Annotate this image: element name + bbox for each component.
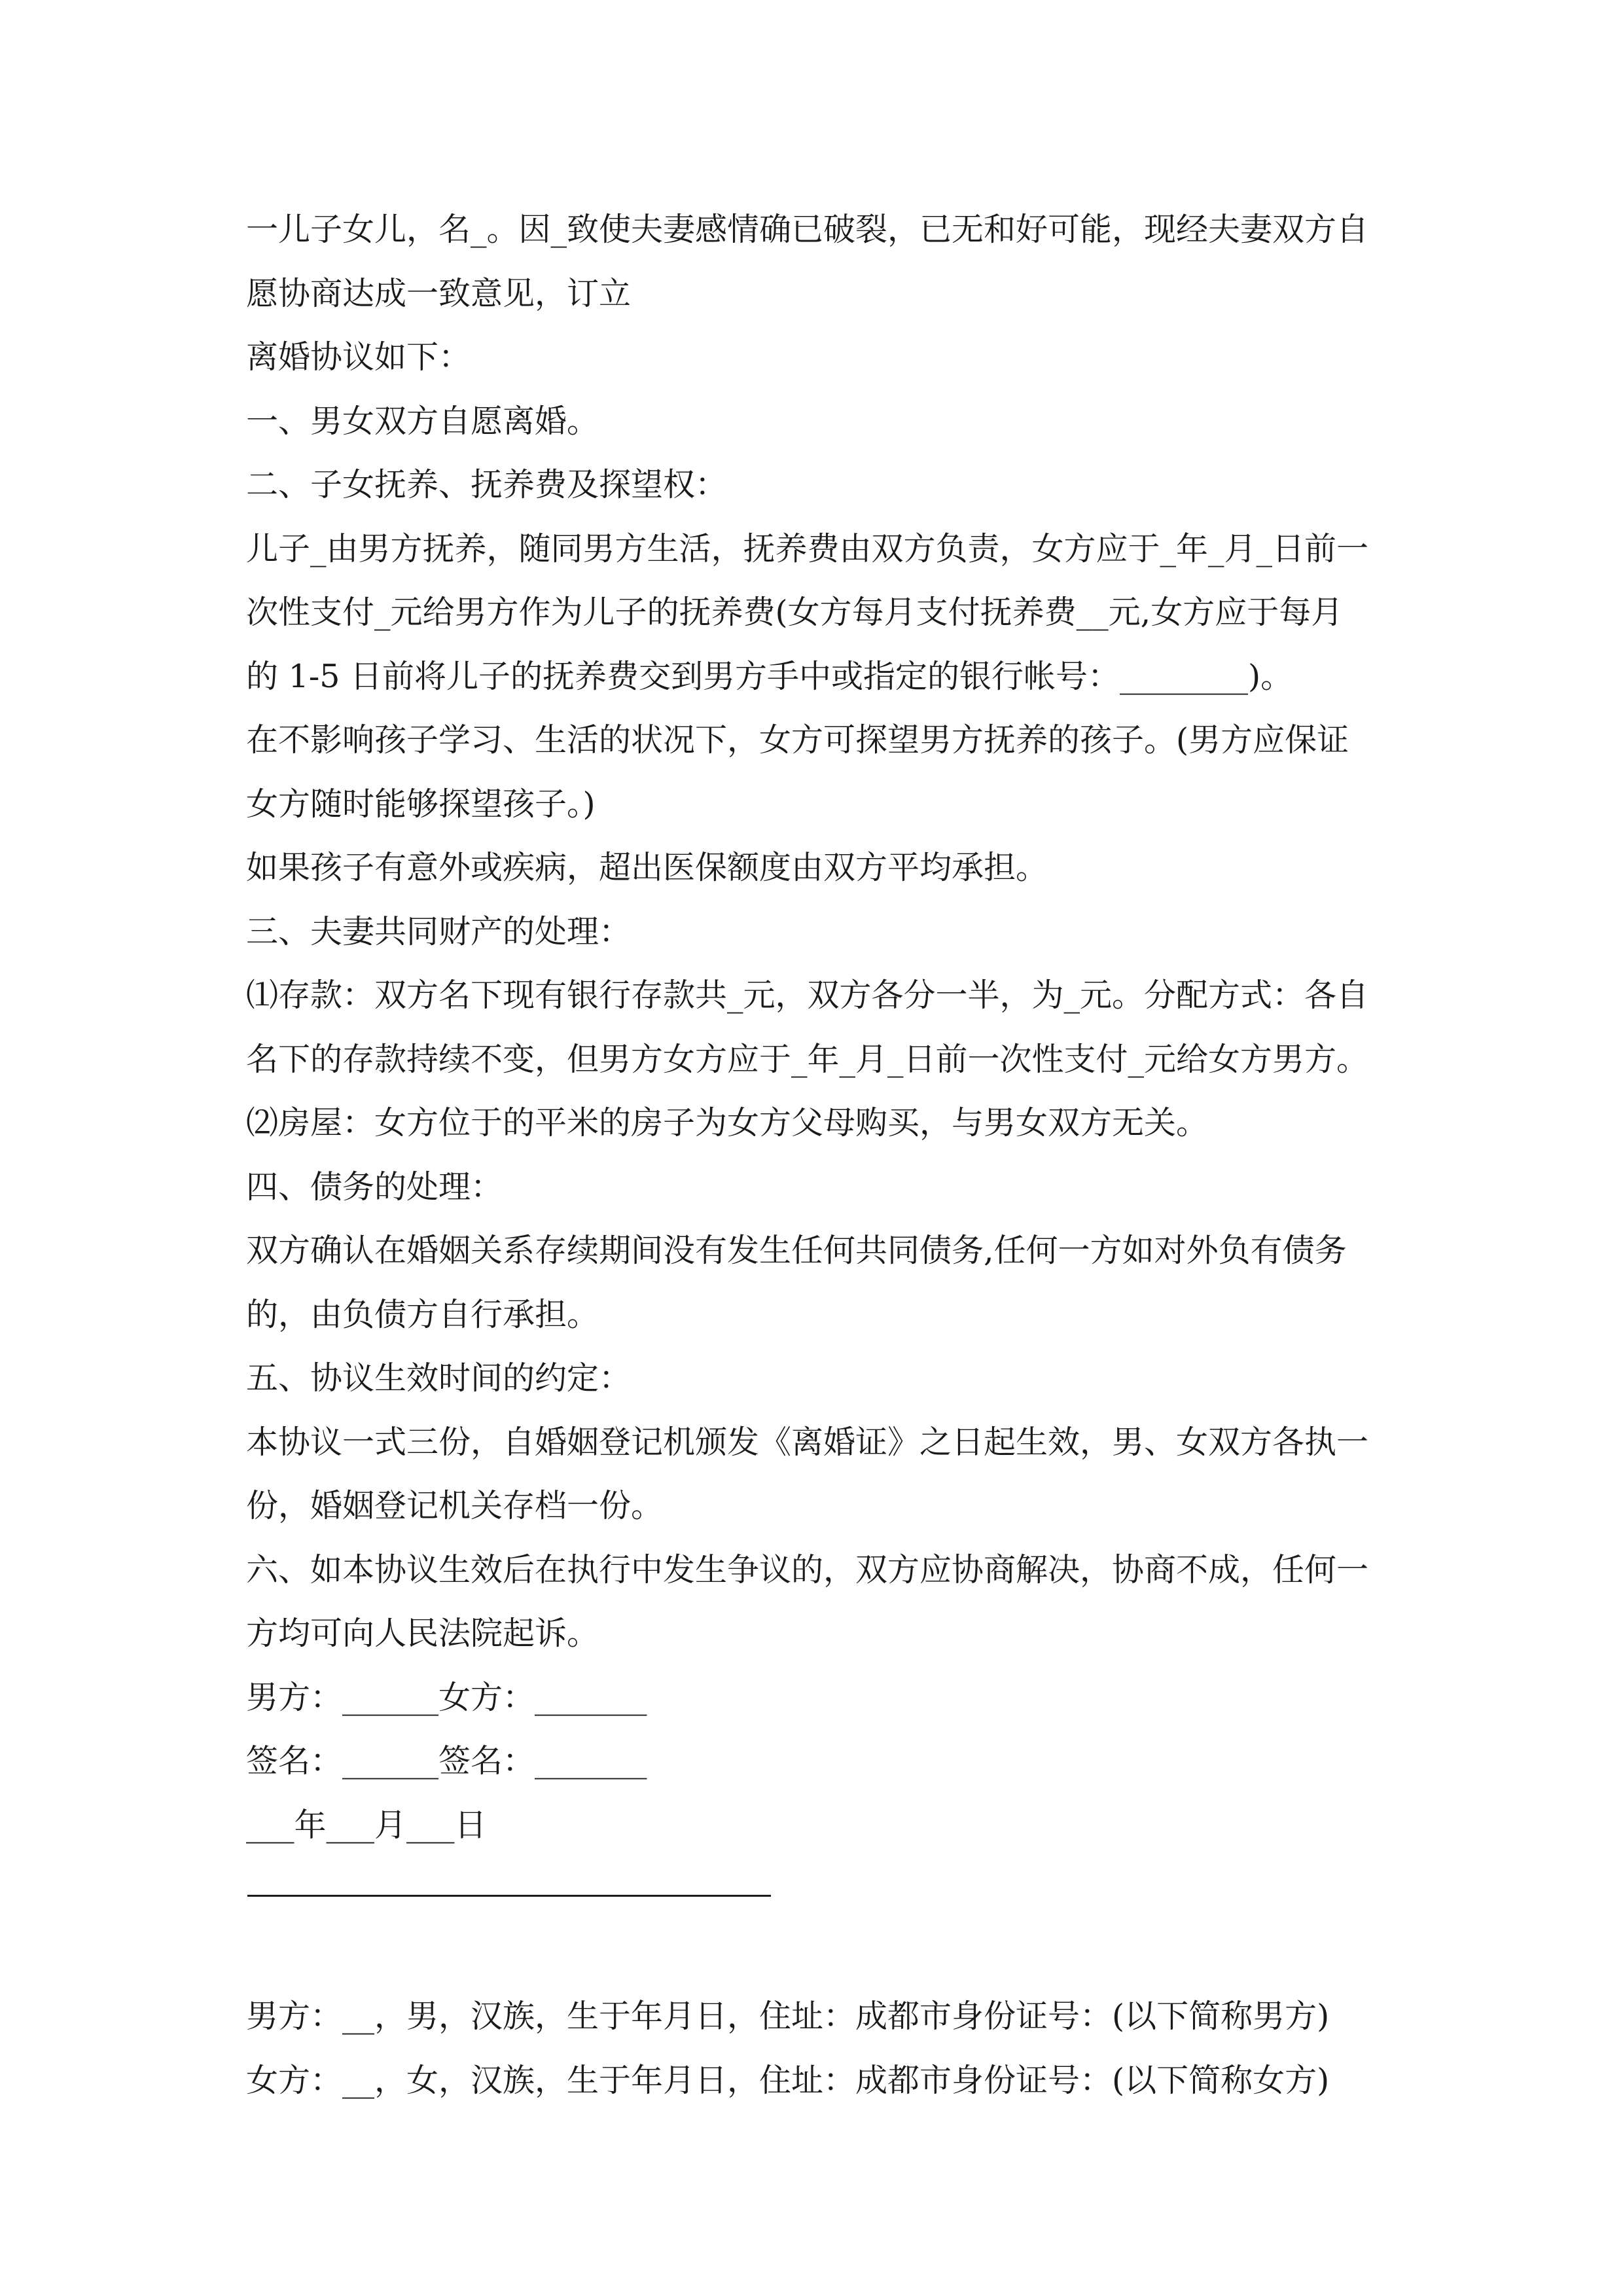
signature-line-parties: 男方：______女方：_______: [246, 1678, 647, 1716]
section-heading: 二、子女抚养、抚养费及探望权：: [246, 466, 728, 503]
text-line: 名下的存款持续不变，但男方女方应于_年_月_日前一次性支付_元给女方男方。: [246, 1040, 1369, 1078]
text-line: 女方随时能够探望孩子。): [246, 785, 596, 823]
text-line: 本协议一式三份，自婚姻登记机颁发《离婚证》之日起生效，男、女双方各执一: [246, 1423, 1369, 1461]
text-line: 次性支付_元给男方作为儿子的抚养费(女方每月支付抚养费__元,女方应于每月: [246, 594, 1344, 631]
spacer: [246, 1921, 1398, 1985]
section-heading: 一、男女双方自愿离婚。: [246, 402, 599, 440]
text-line: 六、如本协议生效后在执行中发生争议的，双方应协商解决，协商不成，任何一: [246, 1551, 1369, 1588]
signature-line-signatures: 签名：______签名：_______: [246, 1742, 647, 1780]
text-line: 一儿子女儿，名_。因_致使夫妻感情确已破裂，已无和好可能，现经夫妻双方自: [246, 211, 1369, 248]
text-line: 如果孩子有意外或疾病，超出医保额度由双方平均承担。: [246, 849, 1048, 886]
section-heading: 五、协议生效时间的约定：: [246, 1359, 632, 1397]
document-body: [246, 198, 1398, 2112]
section-heading: 三、夫妻共同财产的处理：: [246, 912, 632, 950]
text-line: 在不影响孩子学习、生活的状况下，女方可探望男方抚养的孩子。(男方应保证: [246, 721, 1349, 759]
text-line: 离婚协议如下：: [246, 338, 471, 376]
party-info-female: 女方：__，女，汉族，生于年月日，住址：成都市身份证号：(以下简称女方): [246, 2061, 1330, 2099]
date-line: ___年___月___日: [246, 1806, 487, 1844]
text-line: ⑴存款：双方名下现有银行存款共_元，双方各分一半，为_元。分配方式：各自: [246, 977, 1369, 1014]
text-line: 份，婚姻登记机关存档一份。: [246, 1487, 664, 1524]
text-line: 双方确认在婚姻关系存续期间没有发生任何共同债务,任何一方如对外负有债务: [246, 1232, 1347, 1269]
section-heading: 四、债务的处理：: [246, 1168, 503, 1206]
text-line: 方均可向人民法院起诉。: [246, 1615, 599, 1652]
text-line: ⑵房屋：女方位于的平米的房子为女方父母购买，与男女双方无关。: [246, 1104, 1209, 1141]
text-line: 儿子_由男方抚养，随同男方生活，抚养费由双方负责，女方应于_年_月_日前一: [246, 529, 1369, 567]
separator-line: [246, 1857, 1398, 1921]
text-line: 愿协商达成一致意见，订立: [246, 274, 632, 312]
text-line: 的 1-5 日前将儿子的抚养费交到男方手中或指定的银行帐号：________)。: [246, 657, 1293, 695]
separator-rule: [247, 1895, 771, 1897]
party-info-male: 男方：__，男，汉族，生于年月日，住址：成都市身份证号：(以下简称男方): [246, 1998, 1330, 2035]
text-line: 的，由负债方自行承担。: [246, 1295, 599, 1333]
